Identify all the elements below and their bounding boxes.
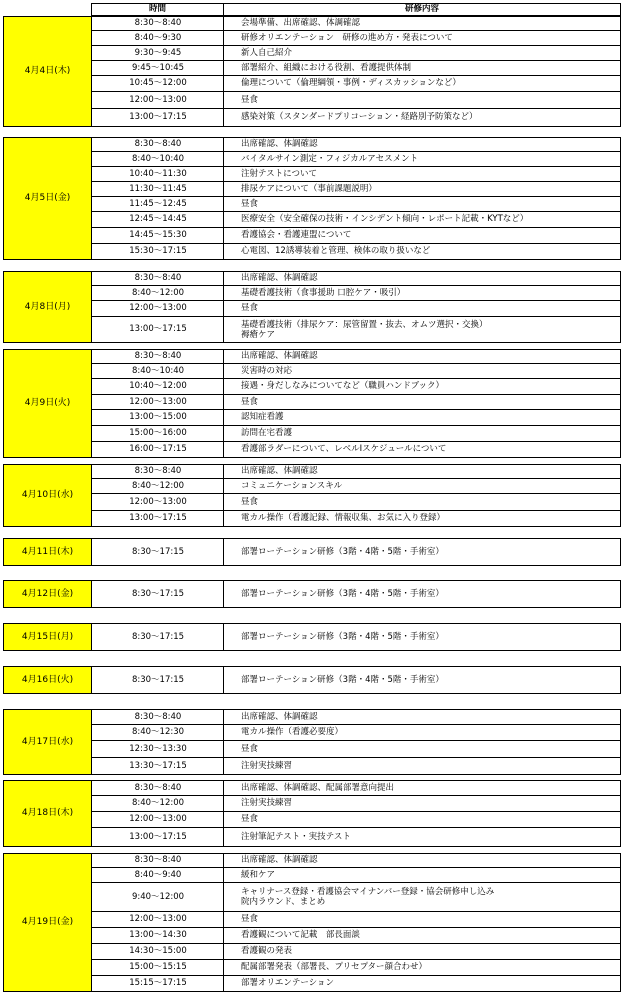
session-content: 基礎看護技術（食事援助 口腔ケア・吸引） <box>223 286 621 301</box>
day-date: 4月8日(月) <box>3 271 92 343</box>
session-time: 15:00〜15:15 <box>91 960 224 976</box>
session-time: 9:45〜10:45 <box>91 61 224 76</box>
session-time: 8:30〜8:40 <box>91 271 224 286</box>
session-content: 部署ローテーション研修（3階・4階・5階・手術室） <box>223 666 621 694</box>
session-content: 配属部署発表（部署長、プリセプター顔合わせ） <box>223 960 621 976</box>
session-content: 出席確認、体調確認 <box>223 709 621 725</box>
session-content: 部署オリエンテーション <box>223 976 621 992</box>
session-content: 看護観について記載 部長面談 <box>223 928 621 944</box>
session-content: 看護観の発表 <box>223 944 621 960</box>
session-time: 8:30〜8:40 <box>91 16 224 31</box>
session-content: 昼食 <box>223 812 621 828</box>
session-content: 会場準備、出席確認、体調確認 <box>223 16 621 31</box>
session-time: 10:45〜12:00 <box>91 76 224 92</box>
session-time: 8:30〜8:40 <box>91 464 224 479</box>
session-time: 8:30〜8:40 <box>91 137 224 152</box>
session-time: 13:00〜15:00 <box>91 410 224 426</box>
session-time: 8:40〜10:40 <box>91 152 224 167</box>
session-content: 出席確認、体調確認 <box>223 349 621 364</box>
session-content: 医療安全（安全確保の技術・インシデント傾向・レポート記載・KYTなど） <box>223 212 621 228</box>
session-time: 8:30〜17:15 <box>91 538 224 566</box>
session-time: 8:30〜8:40 <box>91 780 224 796</box>
session-content: 排尿ケアについて（事前課題説明） <box>223 182 621 197</box>
session-time: 13:00〜14:30 <box>91 928 224 944</box>
session-time: 8:40〜12:00 <box>91 286 224 301</box>
session-content: 部署紹介、組織における役割、看護提供体制 <box>223 61 621 76</box>
day-date: 4月17日(水) <box>3 709 92 775</box>
session-content-line: キャリナース登録・看護協会マイナンバー登録・協会研修申し込み <box>241 887 495 897</box>
session-content: 電カル操作（看護記録、情報収集、お気に入り登録） <box>223 511 621 527</box>
session-time: 13:30〜17:15 <box>91 758 224 775</box>
session-content: コミュニケーションスキル <box>223 479 621 494</box>
day-date: 4月18日(木) <box>3 780 92 847</box>
session-content: 看護部ラダーについて、レベルⅠスケジュールについて <box>223 442 621 458</box>
day-date: 4月15日(月) <box>3 623 92 651</box>
session-content <box>223 317 621 343</box>
session-content: 昼食 <box>223 741 621 758</box>
session-content: 認知症看護 <box>223 410 621 426</box>
session-time: 12:00〜13:00 <box>91 92 224 109</box>
session-content: 部署ローテーション研修（3階・4階・5階・手術室） <box>223 538 621 566</box>
session-time: 12:45〜14:45 <box>91 212 224 228</box>
session-time: 8:30〜8:40 <box>91 709 224 725</box>
day-date: 4月5日(金) <box>3 137 92 260</box>
session-content: 注射筆記テスト・実技テスト <box>223 828 621 847</box>
session-time: 15:00〜16:00 <box>91 426 224 442</box>
session-time: 8:30〜8:40 <box>91 853 224 868</box>
session-content: 昼食 <box>223 301 621 317</box>
session-content: 部署ローテーション研修（3階・4階・5階・手術室） <box>223 623 621 651</box>
session-time: 13:00〜17:15 <box>91 317 224 343</box>
session-content: 心電図、12誘導装着と管理、検体の取り扱いなど <box>223 244 621 260</box>
session-time: 8:40〜9:30 <box>91 31 224 46</box>
session-time: 14:30〜15:00 <box>91 944 224 960</box>
session-content: 昼食 <box>223 395 621 410</box>
session-content <box>223 883 621 912</box>
session-time: 12:00〜13:00 <box>91 494 224 511</box>
session-time: 9:30〜9:45 <box>91 46 224 61</box>
session-time: 8:40〜12:00 <box>91 796 224 812</box>
session-content: 注射実技練習 <box>223 758 621 775</box>
session-time: 8:40〜12:00 <box>91 479 224 494</box>
session-content: 部署ローテーション研修（3階・4階・5階・手術室） <box>223 580 621 608</box>
session-content: 訪問在宅看護 <box>223 426 621 442</box>
session-time: 16:00〜17:15 <box>91 442 224 458</box>
session-content: 感染対策（スタンダードプリコーション・経路別予防策など） <box>223 109 621 127</box>
session-time: 10:40〜11:30 <box>91 167 224 182</box>
session-time: 12:00〜13:00 <box>91 812 224 828</box>
day-date: 4月11日(木) <box>3 538 92 566</box>
session-content: 注射テストについて <box>223 167 621 182</box>
session-time: 12:00〜13:00 <box>91 912 224 928</box>
session-time: 11:45〜12:45 <box>91 197 224 212</box>
session-content: 昼食 <box>223 92 621 109</box>
session-time: 13:00〜17:15 <box>91 828 224 847</box>
session-time: 8:40〜10:40 <box>91 364 224 379</box>
session-time: 14:45〜15:30 <box>91 228 224 244</box>
session-time: 13:00〜17:15 <box>91 109 224 127</box>
session-content: 注射実技練習 <box>223 796 621 812</box>
session-content-line: 院内ラウンド、まとめ <box>241 897 326 907</box>
session-content: 新人自己紹介 <box>223 46 621 61</box>
header-time: 時間 <box>91 3 224 16</box>
session-content: 出席確認、体調確認 <box>223 137 621 152</box>
session-content: 出席確認、体調確認、配属部署意向提出 <box>223 780 621 796</box>
session-time: 12:00〜13:00 <box>91 395 224 410</box>
session-time: 8:30〜17:15 <box>91 666 224 694</box>
day-date: 4月4日(木) <box>3 16 92 127</box>
session-time: 10:40〜12:00 <box>91 379 224 395</box>
session-content: 昼食 <box>223 494 621 511</box>
session-time: 8:40〜12:30 <box>91 725 224 741</box>
session-content: 接遇・身だしなみについてなど（職員ハンドブック） <box>223 379 621 395</box>
session-time: 8:40〜9:40 <box>91 868 224 883</box>
session-content: バイタルサイン測定・フィジカルアセスメント <box>223 152 621 167</box>
session-time: 11:30〜11:45 <box>91 182 224 197</box>
session-content-line: 基礎看護技術（排尿ケア：尿管留置・抜去、オムツ選択・交換） <box>241 319 488 330</box>
session-content: 緩和ケア <box>223 868 621 883</box>
session-content: 出席確認、体調確認 <box>223 853 621 868</box>
session-time: 12:30〜13:30 <box>91 741 224 758</box>
session-time: 8:30〜17:15 <box>91 580 224 608</box>
session-time: 15:30〜17:15 <box>91 244 224 260</box>
day-date: 4月19日(金) <box>3 853 92 992</box>
session-content: 出席確認、体調確認 <box>223 271 621 286</box>
header-content: 研修内容 <box>223 3 621 16</box>
session-time: 12:00〜13:00 <box>91 301 224 317</box>
session-content: 研修オリエンテーション 研修の進め方・発表について <box>223 31 621 46</box>
session-content: 倫理について（倫理綱領・事例・ディスカッションなど） <box>223 76 621 92</box>
session-time: 9:40〜12:00 <box>91 883 224 912</box>
session-content: 出席確認、体調確認 <box>223 464 621 479</box>
session-content: 昼食 <box>223 912 621 928</box>
day-date: 4月16日(火) <box>3 666 92 694</box>
session-content-line: 褥瘡ケア <box>241 329 276 340</box>
session-time: 8:30〜17:15 <box>91 623 224 651</box>
day-date: 4月9日(火) <box>3 349 92 458</box>
session-content: 看護協会・看護連盟について <box>223 228 621 244</box>
session-content: 災害時の対応 <box>223 364 621 379</box>
session-time: 8:30〜8:40 <box>91 349 224 364</box>
session-content: 電カル操作（看護必要度） <box>223 725 621 741</box>
day-date: 4月12日(金) <box>3 580 92 608</box>
day-date: 4月10日(水) <box>3 464 92 527</box>
session-time: 13:00〜17:15 <box>91 511 224 527</box>
session-content: 昼食 <box>223 197 621 212</box>
session-time: 15:15〜17:15 <box>91 976 224 992</box>
